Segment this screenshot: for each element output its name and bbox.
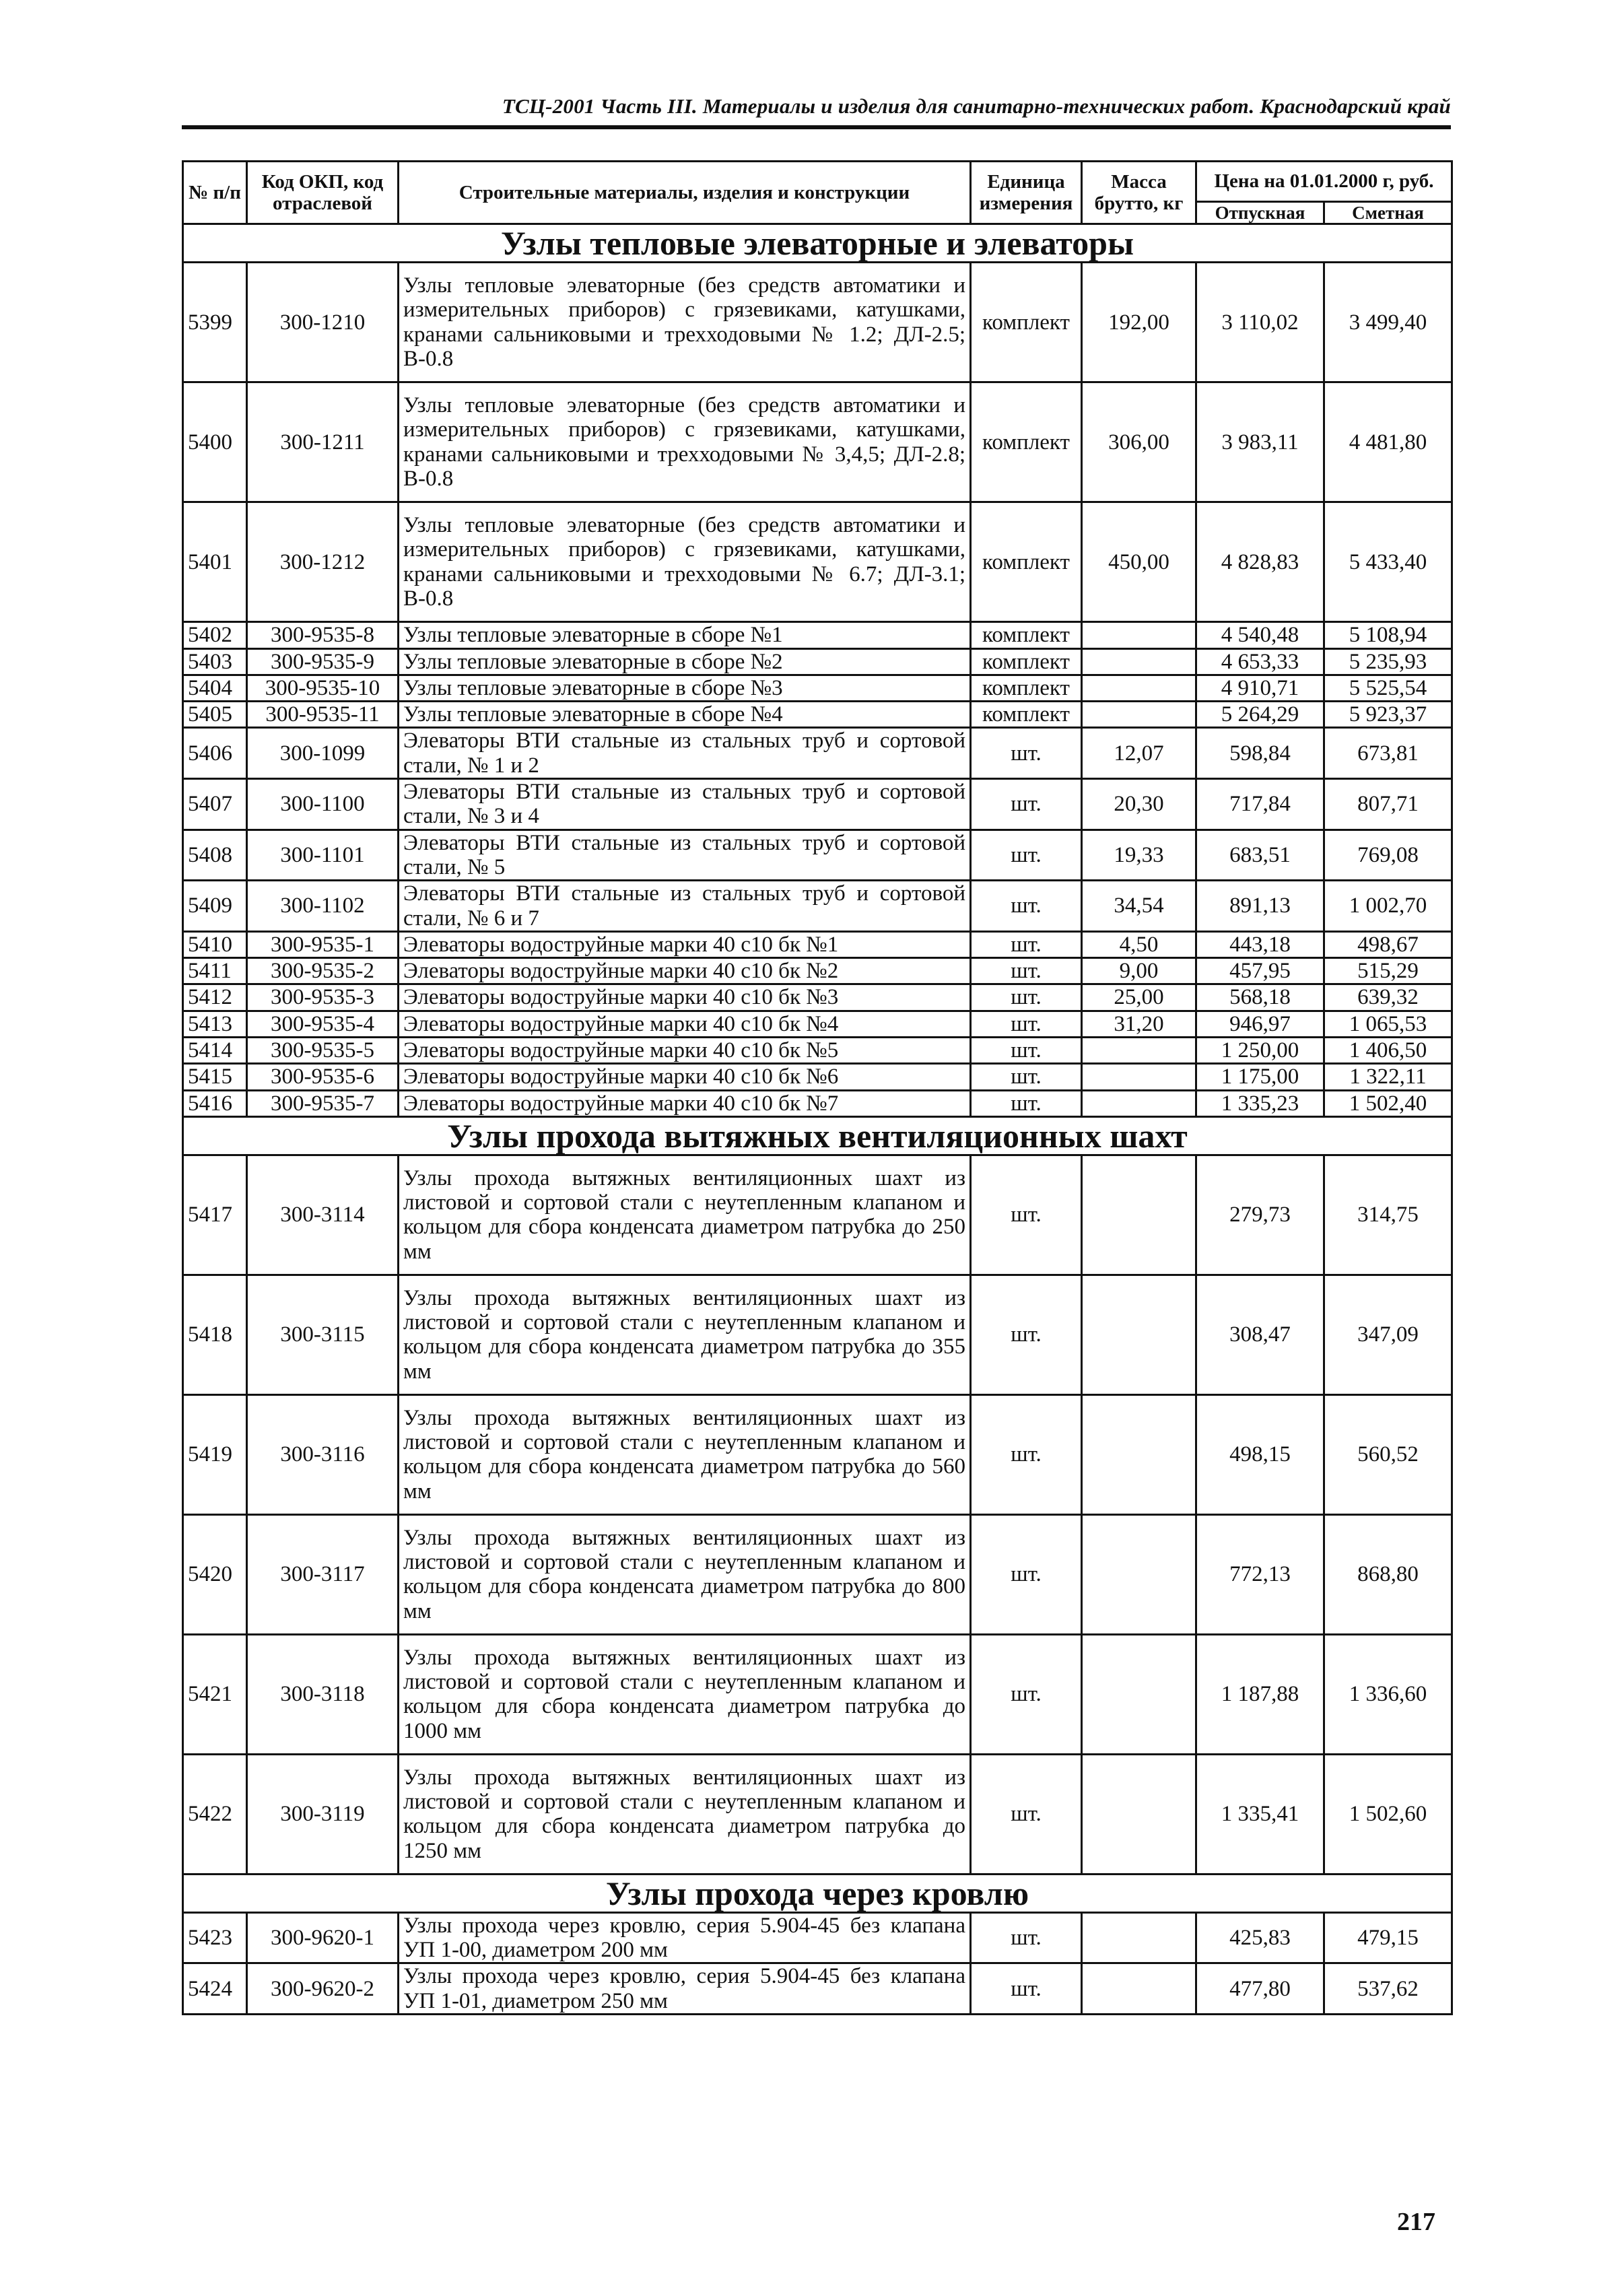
row-price-release: 568,18: [1196, 984, 1324, 1011]
row-price-release: 425,83: [1196, 1912, 1324, 1963]
row-price-estimate: 639,32: [1324, 984, 1452, 1011]
row-name: Узлы тепловые элеваторные (без средств автоматики и измерительных приборов) с грязевиками, катушками, кранами сальниковыми и трехходовыми № 3,4,5; ДЛ-2.8; В-0.8: [399, 382, 971, 502]
row-unit: комплект: [971, 382, 1082, 502]
row-price-estimate: 560,52: [1324, 1394, 1452, 1514]
table-row: [183, 1514, 1452, 1634]
row-mass: [1082, 622, 1196, 648]
row-price-release: 772,13: [1196, 1514, 1324, 1634]
row-name: Элеваторы ВТИ стальные из стальных труб и сортовой стали, № 6 и 7: [399, 881, 971, 932]
row-price-estimate: 1 065,53: [1324, 1011, 1452, 1037]
row-price-estimate: 1 336,60: [1324, 1634, 1452, 1754]
table-header: [183, 162, 1452, 224]
row-price-release: 498,15: [1196, 1394, 1324, 1514]
table-row: [183, 779, 1452, 830]
row-name: Элеваторы водоструйные марки 40 с10 бк №3: [399, 984, 971, 1011]
row-mass: [1082, 1155, 1196, 1275]
row-number: 5409: [183, 881, 247, 932]
table-row: [183, 702, 1452, 728]
row-price-estimate: 769,08: [1324, 830, 1452, 881]
row-code: 300-9535-3: [247, 984, 399, 1011]
row-price-estimate: 1 322,11: [1324, 1064, 1452, 1090]
row-code: 300-9535-7: [247, 1090, 399, 1116]
row-name: Узлы тепловые элеваторные в сборе №3: [399, 675, 971, 701]
row-price-estimate: 1 002,70: [1324, 881, 1452, 932]
row-number: 5417: [183, 1155, 247, 1275]
row-price-estimate: 5 525,54: [1324, 675, 1452, 701]
row-mass: [1082, 648, 1196, 675]
row-code: 300-3118: [247, 1634, 399, 1754]
row-number: 5399: [183, 263, 247, 382]
table-row: [183, 648, 1452, 675]
row-name: Узлы тепловые элеваторные в сборе №2: [399, 648, 971, 675]
col-code-header: Код ОКП, код отраслевой: [247, 162, 399, 224]
row-mass: [1082, 1634, 1196, 1754]
page-header: ТСЦ-2001 Часть III. Материалы и изделия для санитарно-технических работ. Краснодарский край: [182, 94, 1451, 129]
col-price-header: Цена на 01.01.2000 г, руб.: [1196, 162, 1452, 202]
row-code: 300-1210: [247, 263, 399, 382]
row-number: 5420: [183, 1514, 247, 1634]
col-unit-header: Единица измерения: [971, 162, 1082, 224]
row-code: 300-1211: [247, 382, 399, 502]
row-price-estimate: 347,09: [1324, 1275, 1452, 1394]
table-row: [183, 1963, 1452, 2015]
section-row: [183, 224, 1452, 263]
row-unit: шт.: [971, 881, 1082, 932]
row-price-estimate: 5 923,37: [1324, 702, 1452, 728]
row-code: 300-9535-10: [247, 675, 399, 701]
row-name: Элеваторы ВТИ стальные из стальных труб и сортовой стали, № 5: [399, 830, 971, 881]
row-price-release: 3 983,11: [1196, 382, 1324, 502]
row-unit: шт.: [971, 830, 1082, 881]
row-unit: шт.: [971, 1634, 1082, 1754]
row-code: 300-1212: [247, 502, 399, 622]
row-unit: шт.: [971, 1064, 1082, 1090]
row-price-estimate: 479,15: [1324, 1912, 1452, 1963]
row-mass: 4,50: [1082, 931, 1196, 957]
row-number: 5407: [183, 779, 247, 830]
row-name: Элеваторы ВТИ стальные из стальных труб и сортовой стали, № 1 и 2: [399, 728, 971, 779]
row-price-estimate: 1 502,60: [1324, 1754, 1452, 1874]
table-row: [183, 1090, 1452, 1116]
row-unit: шт.: [971, 931, 1082, 957]
row-name: Элеваторы водоструйные марки 40 с10 бк №6: [399, 1064, 971, 1090]
row-code: 300-3114: [247, 1155, 399, 1275]
row-price-release: 717,84: [1196, 779, 1324, 830]
row-mass: [1082, 1912, 1196, 1963]
table-row: [183, 1275, 1452, 1394]
row-code: 300-9535-6: [247, 1064, 399, 1090]
row-code: 300-3115: [247, 1275, 399, 1394]
row-price-estimate: 5 433,40: [1324, 502, 1452, 622]
price-table: [182, 160, 1453, 2015]
row-price-release: 1 250,00: [1196, 1037, 1324, 1063]
row-mass: [1082, 1090, 1196, 1116]
row-number: 5404: [183, 675, 247, 701]
row-price-estimate: 5 108,94: [1324, 622, 1452, 648]
row-number: 5411: [183, 958, 247, 984]
row-mass: [1082, 1064, 1196, 1090]
row-mass: 450,00: [1082, 502, 1196, 622]
row-price-estimate: 5 235,93: [1324, 648, 1452, 675]
row-unit: шт.: [971, 728, 1082, 779]
row-price-estimate: 807,71: [1324, 779, 1452, 830]
row-code: 300-9620-2: [247, 1963, 399, 2015]
row-price-estimate: 4 481,80: [1324, 382, 1452, 502]
row-name: Элеваторы водоструйные марки 40 с10 бк №5: [399, 1037, 971, 1063]
row-price-release: 1 187,88: [1196, 1634, 1324, 1754]
table-row: [183, 263, 1452, 382]
row-number: 5403: [183, 648, 247, 675]
row-mass: 20,30: [1082, 779, 1196, 830]
row-name: Элеваторы ВТИ стальные из стальных труб и сортовой стали, № 3 и 4: [399, 779, 971, 830]
row-number: 5402: [183, 622, 247, 648]
table-row: [183, 881, 1452, 932]
row-unit: шт.: [971, 1090, 1082, 1116]
row-price-release: 279,73: [1196, 1155, 1324, 1275]
table-row: [183, 1011, 1452, 1037]
row-name: Узлы тепловые элеваторные в сборе №4: [399, 702, 971, 728]
table-row: [183, 728, 1452, 779]
table-row: [183, 830, 1452, 881]
row-mass: [1082, 1514, 1196, 1634]
row-price-estimate: 1 406,50: [1324, 1037, 1452, 1063]
table-row: [183, 622, 1452, 648]
row-number: 5418: [183, 1275, 247, 1394]
row-code: 300-9535-1: [247, 931, 399, 957]
row-number: 5422: [183, 1754, 247, 1874]
row-name: Узлы тепловые элеваторные в сборе №1: [399, 622, 971, 648]
page-number: 217: [1397, 2208, 1435, 2236]
row-unit: шт.: [971, 1275, 1082, 1394]
row-price-release: 4 540,48: [1196, 622, 1324, 648]
row-mass: [1082, 702, 1196, 728]
row-unit: комплект: [971, 702, 1082, 728]
row-mass: [1082, 1275, 1196, 1394]
table-row: [183, 1634, 1452, 1754]
row-code: 300-3117: [247, 1514, 399, 1634]
row-mass: 25,00: [1082, 984, 1196, 1011]
row-price-estimate: 314,75: [1324, 1155, 1452, 1275]
row-price-release: 1 335,23: [1196, 1090, 1324, 1116]
row-price-release: 683,51: [1196, 830, 1324, 881]
col-price-estimate-header: Сметная: [1324, 202, 1452, 224]
table-row: [183, 1912, 1452, 1963]
row-name: Элеваторы водоструйные марки 40 с10 бк №4: [399, 1011, 971, 1037]
row-number: 5413: [183, 1011, 247, 1037]
row-mass: 192,00: [1082, 263, 1196, 382]
row-code: 300-9535-11: [247, 702, 399, 728]
row-number: 5419: [183, 1394, 247, 1514]
row-code: 300-3119: [247, 1754, 399, 1874]
row-price-release: 5 264,29: [1196, 702, 1324, 728]
row-code: 300-1101: [247, 830, 399, 881]
col-mass-header: Масса брутто, кг: [1082, 162, 1196, 224]
row-unit: шт.: [971, 1011, 1082, 1037]
row-name: Узлы прохода вытяжных вентиляционных шахт из листовой и сортовой стали с неутепленным клапаном и кольцом для сбора конденсата диаметром патрубка до 250 мм: [399, 1155, 971, 1275]
table-row: [183, 1064, 1452, 1090]
row-unit: комплект: [971, 648, 1082, 675]
row-price-release: 1 335,41: [1196, 1754, 1324, 1874]
row-price-estimate: 537,62: [1324, 1963, 1452, 2015]
row-name: Узлы прохода вытяжных вентиляционных шахт из листовой и сортовой стали с неутепленным клапаном и кольцом для сбора конденсата диаметром патрубка до 560 мм: [399, 1394, 971, 1514]
row-unit: шт.: [971, 1037, 1082, 1063]
row-name: Узлы прохода вытяжных вентиляционных шахт из листовой и сортовой стали с неутепленным клапаном и кольцом для сбора конденсата диаметром патрубка до 1250 мм: [399, 1754, 971, 1874]
table-body: [183, 224, 1452, 2015]
row-code: 300-9535-4: [247, 1011, 399, 1037]
row-code: 300-9535-2: [247, 958, 399, 984]
row-unit: шт.: [971, 1394, 1082, 1514]
row-name: Узлы тепловые элеваторные (без средств автоматики и измерительных приборов) с грязевиками, катушками, кранами сальниковыми и трехходовыми № 1.2; ДЛ-2.5; В-0.8: [399, 263, 971, 382]
row-code: 300-1099: [247, 728, 399, 779]
row-unit: комплект: [971, 675, 1082, 701]
row-price-release: 598,84: [1196, 728, 1324, 779]
row-code: 300-9535-8: [247, 622, 399, 648]
table-row: [183, 675, 1452, 701]
row-price-estimate: 1 502,40: [1324, 1090, 1452, 1116]
row-number: 5421: [183, 1634, 247, 1754]
row-price-estimate: 3 499,40: [1324, 263, 1452, 382]
section-title: Узлы прохода вытяжных вентиляционных шахт: [183, 1116, 1452, 1155]
col-name-header: Строительные материалы, изделия и конструкции: [399, 162, 971, 224]
row-unit: шт.: [971, 984, 1082, 1011]
table-row: [183, 502, 1452, 622]
row-number: 5412: [183, 984, 247, 1011]
row-code: 300-9535-9: [247, 648, 399, 675]
row-unit: комплект: [971, 502, 1082, 622]
col-num-header: № п/п: [183, 162, 247, 224]
row-name: Элеваторы водоструйные марки 40 с10 бк №7: [399, 1090, 971, 1116]
row-price-release: 3 110,02: [1196, 263, 1324, 382]
row-number: 5400: [183, 382, 247, 502]
row-price-release: 1 175,00: [1196, 1064, 1324, 1090]
row-number: 5408: [183, 830, 247, 881]
row-number: 5414: [183, 1037, 247, 1063]
row-unit: шт.: [971, 779, 1082, 830]
row-price-estimate: 515,29: [1324, 958, 1452, 984]
section-row: [183, 1874, 1452, 1912]
row-price-release: 457,95: [1196, 958, 1324, 984]
row-name: Узлы прохода вытяжных вентиляционных шахт из листовой и сортовой стали с неутепленным клапаном и кольцом для сбора конденсата диаметром патрубка до 355 мм: [399, 1275, 971, 1394]
row-code: 300-1102: [247, 881, 399, 932]
row-code: 300-3116: [247, 1394, 399, 1514]
row-mass: [1082, 1963, 1196, 2015]
section-title: Узлы тепловые элеваторные и элеваторы: [183, 224, 1452, 263]
row-number: 5410: [183, 931, 247, 957]
row-number: 5415: [183, 1064, 247, 1090]
row-price-release: 308,47: [1196, 1275, 1324, 1394]
row-mass: [1082, 1394, 1196, 1514]
table-row: [183, 1155, 1452, 1275]
row-name: Узлы прохода вытяжных вентиляционных шахт из листовой и сортовой стали с неутепленным клапаном и кольцом для сбора конденсата диаметром патрубка до 800 мм: [399, 1514, 971, 1634]
table-row: [183, 382, 1452, 502]
row-number: 5406: [183, 728, 247, 779]
table-row: [183, 984, 1452, 1011]
row-price-release: 4 653,33: [1196, 648, 1324, 675]
row-price-release: 891,13: [1196, 881, 1324, 932]
row-code: 300-9620-1: [247, 1912, 399, 1963]
row-name: Узлы прохода через кровлю, серия 5.904-45 без клапана УП 1-00, диаметром 200 мм: [399, 1912, 971, 1963]
table-row: [183, 1754, 1452, 1874]
row-price-release: 4 910,71: [1196, 675, 1324, 701]
row-price-estimate: 498,67: [1324, 931, 1452, 957]
row-mass: 31,20: [1082, 1011, 1196, 1037]
row-unit: шт.: [971, 1155, 1082, 1275]
row-unit: комплект: [971, 622, 1082, 648]
row-name: Элеваторы водоструйные марки 40 с10 бк №1: [399, 931, 971, 957]
row-mass: [1082, 1037, 1196, 1063]
row-number: 5405: [183, 702, 247, 728]
row-mass: [1082, 1754, 1196, 1874]
section-title: Узлы прохода через кровлю: [183, 1874, 1452, 1912]
row-price-release: 443,18: [1196, 931, 1324, 957]
row-name: Элеваторы водоструйные марки 40 с10 бк №2: [399, 958, 971, 984]
row-price-release: 4 828,83: [1196, 502, 1324, 622]
row-unit: шт.: [971, 1963, 1082, 2015]
row-unit: шт.: [971, 1912, 1082, 1963]
row-unit: шт.: [971, 958, 1082, 984]
row-unit: комплект: [971, 263, 1082, 382]
row-number: 5416: [183, 1090, 247, 1116]
row-number: 5401: [183, 502, 247, 622]
row-code: 300-1100: [247, 779, 399, 830]
row-mass: 19,33: [1082, 830, 1196, 881]
row-mass: 9,00: [1082, 958, 1196, 984]
row-name: Узлы прохода вытяжных вентиляционных шахт из листовой и сортовой стали с неутепленным клапаном и кольцом для сбора конденсата диаметром патрубка до 1000 мм: [399, 1634, 971, 1754]
row-name: Узлы прохода через кровлю, серия 5.904-45 без клапана УП 1-01, диаметром 250 мм: [399, 1963, 971, 2015]
table-row: [183, 958, 1452, 984]
row-price-estimate: 868,80: [1324, 1514, 1452, 1634]
row-unit: шт.: [971, 1754, 1082, 1874]
col-price-release-header: Отпускная: [1196, 202, 1324, 224]
row-price-release: 477,80: [1196, 1963, 1324, 2015]
row-name: Узлы тепловые элеваторные (без средств автоматики и измерительных приборов) с грязевиками, катушками, кранами сальниковыми и трехходовыми № 6.7; ДЛ-3.1; В-0.8: [399, 502, 971, 622]
row-mass: [1082, 675, 1196, 701]
row-mass: 12,07: [1082, 728, 1196, 779]
row-number: 5424: [183, 1963, 247, 2015]
table-row: [183, 1037, 1452, 1063]
row-price-estimate: 673,81: [1324, 728, 1452, 779]
section-row: [183, 1116, 1452, 1155]
row-number: 5423: [183, 1912, 247, 1963]
row-mass: 34,54: [1082, 881, 1196, 932]
row-price-release: 946,97: [1196, 1011, 1324, 1037]
table-row: [183, 931, 1452, 957]
row-unit: шт.: [971, 1514, 1082, 1634]
row-code: 300-9535-5: [247, 1037, 399, 1063]
table-row: [183, 1394, 1452, 1514]
row-mass: 306,00: [1082, 382, 1196, 502]
